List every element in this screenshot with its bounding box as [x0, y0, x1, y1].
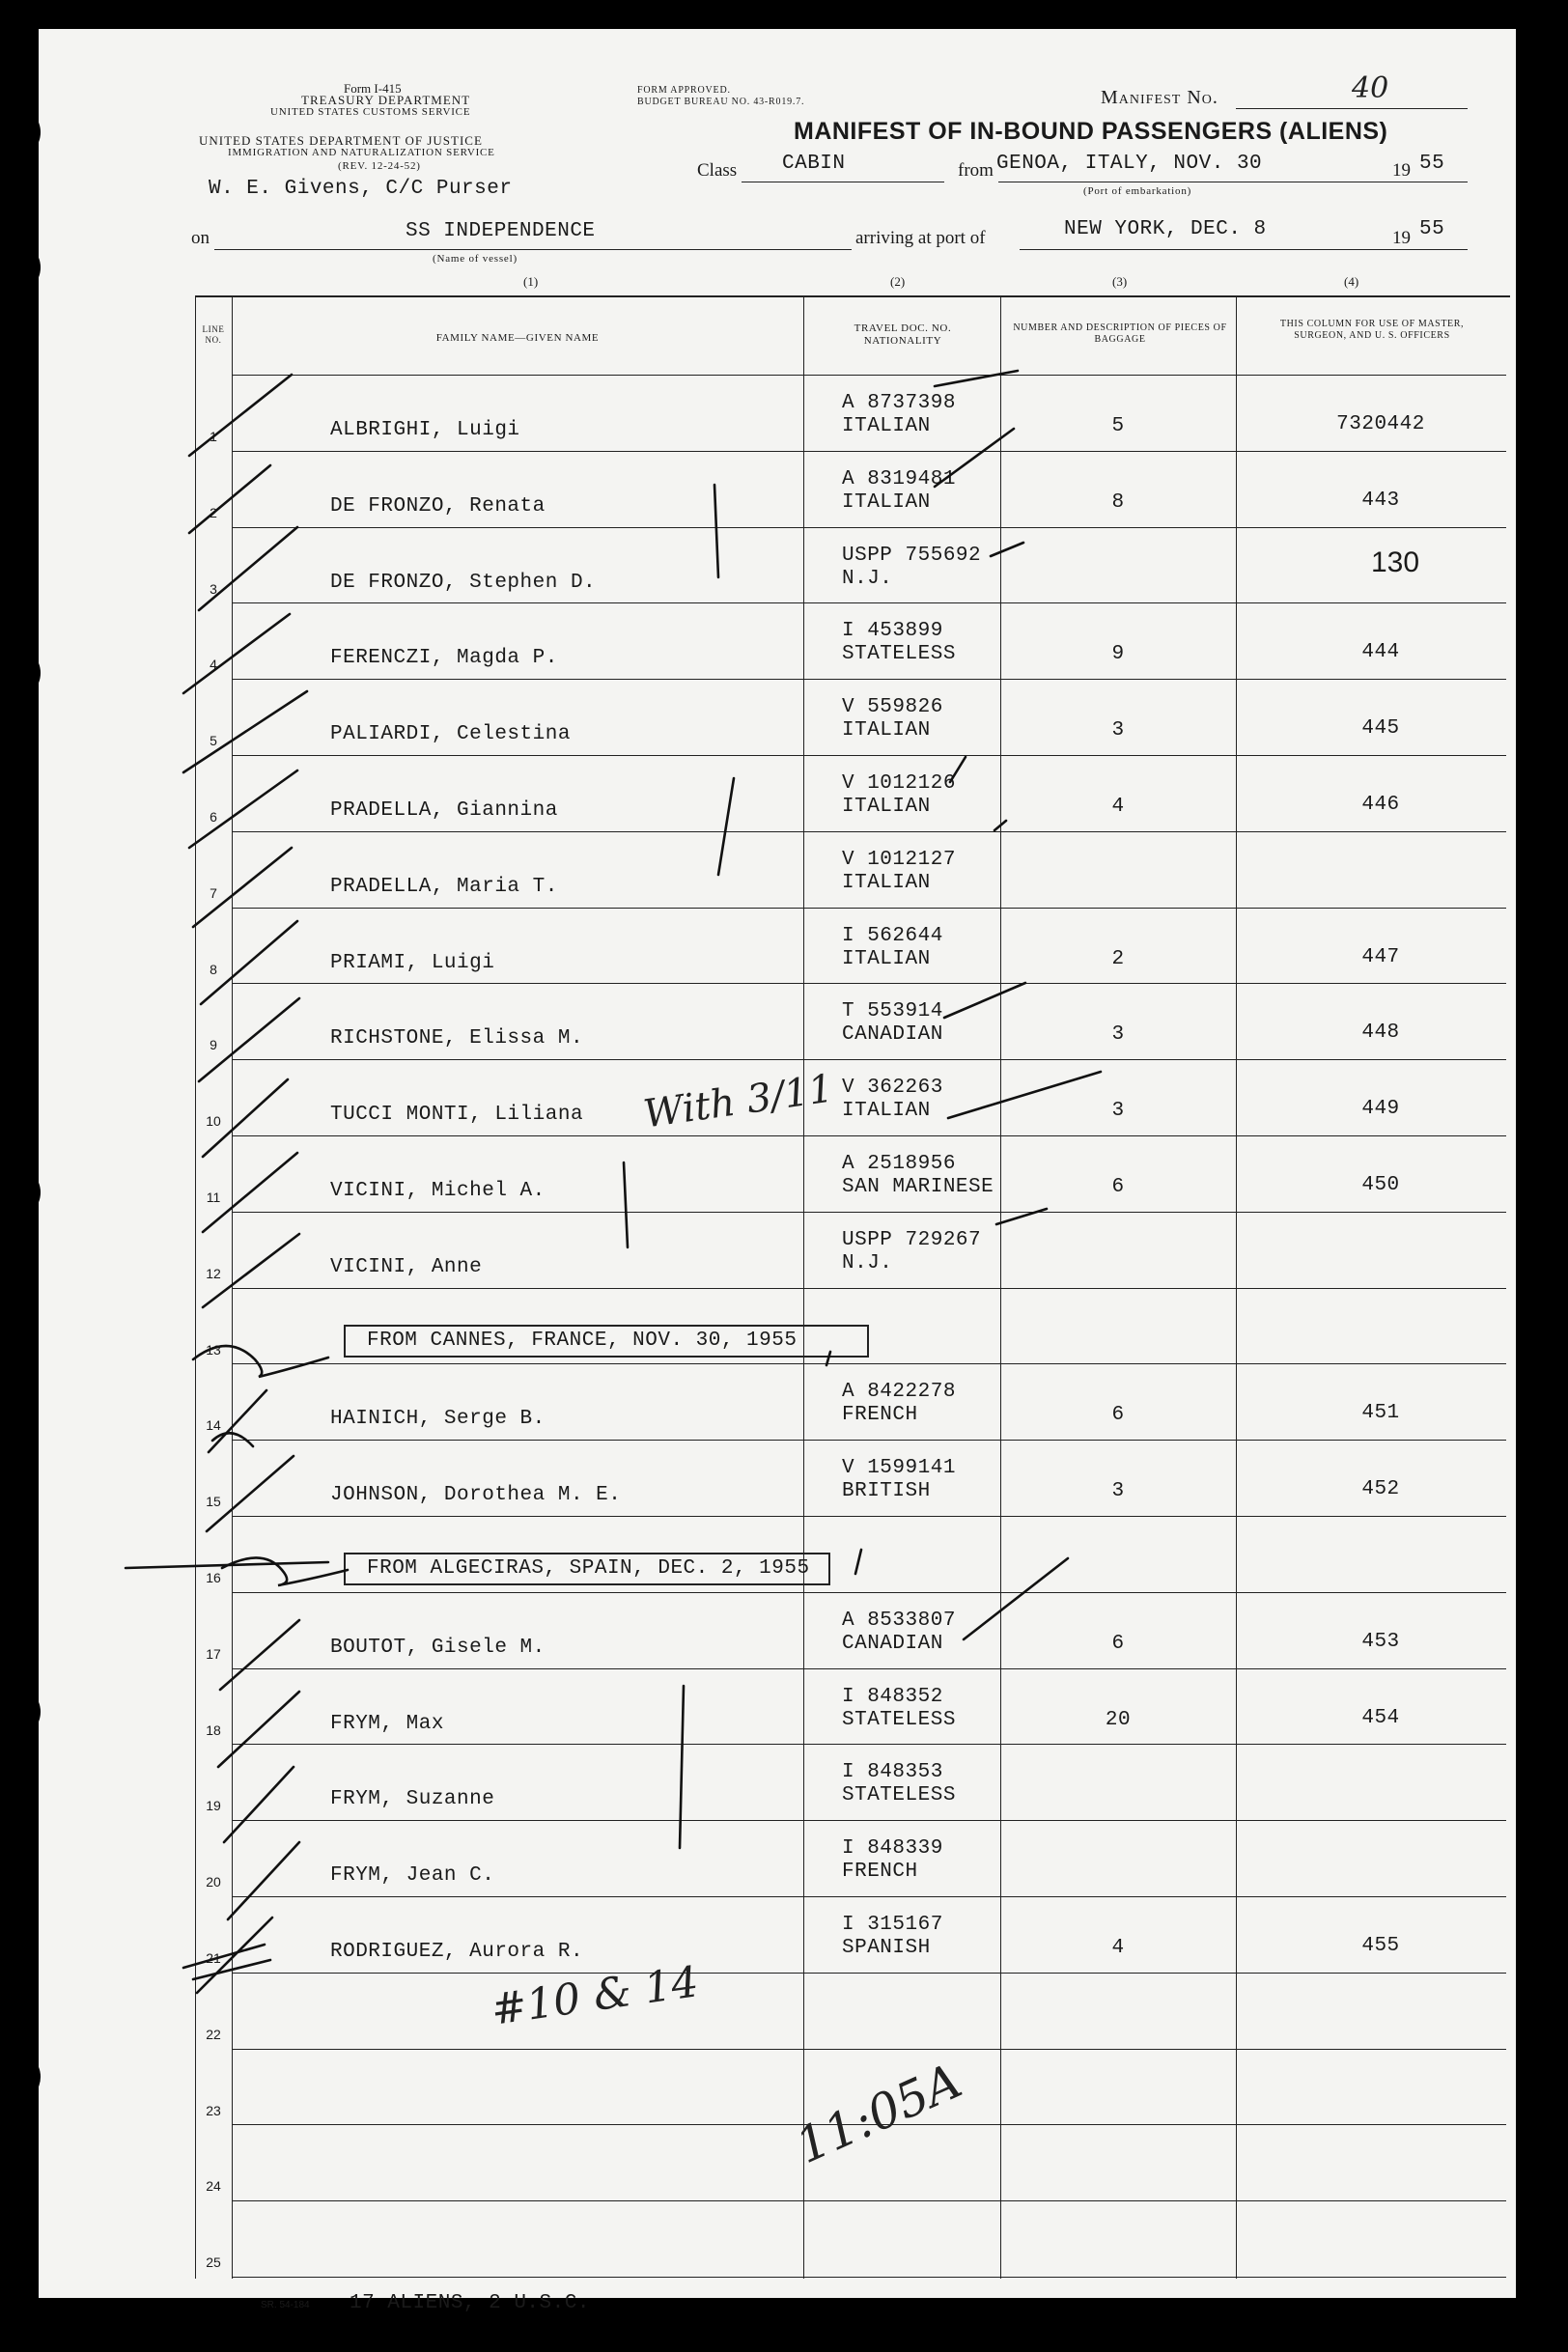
binder-hole	[0, 647, 41, 699]
baggage-count: 6	[1111, 1632, 1125, 1655]
travel-doc-number: T 553914	[842, 1000, 943, 1023]
nationality: ITALIAN	[842, 490, 931, 514]
header-travel-doc: TRAVEL DOC. NO. NATIONALITY	[854, 322, 952, 347]
nationality: N.J.	[842, 1251, 893, 1274]
passenger-name: BOUTOT, Gisele M.	[330, 1636, 546, 1659]
passenger-name: DE FRONZO, Renata	[330, 494, 546, 518]
handwritten-note-bottom: #10 & 14	[488, 1957, 702, 2035]
inspector-pen-marks	[39, 29, 1516, 2298]
line-number: 17	[206, 1645, 221, 1662]
passenger-name: VICINI, Anne	[330, 1255, 483, 1278]
binder-hole	[0, 1166, 41, 1218]
baggage-count: 4	[1111, 796, 1125, 818]
passenger-name: VICINI, Michel A.	[330, 1180, 546, 1202]
treasury-dept: TREASURY DEPARTMENT	[301, 93, 471, 107]
arriving-label: arriving at port of	[855, 228, 986, 248]
header-officers-use: THIS COLUMN FOR USE OF MASTER, SURGEON, AND U. S. OFFICERS	[1279, 319, 1465, 341]
customs-service: UNITED STATES CUSTOMS SERVICE	[270, 106, 471, 118]
baggage-count: 3	[1111, 719, 1125, 742]
handwritten-time: 11:05A	[787, 2052, 970, 2175]
binder-hole	[0, 241, 41, 294]
line-number: 5	[210, 733, 217, 749]
line-number: 22	[206, 2026, 221, 2042]
nationality: STATELESS	[842, 643, 956, 666]
purser-signature: W. E. Givens, C/C Purser	[209, 178, 513, 200]
nationality: ITALIAN	[842, 871, 931, 894]
passenger-name: PRIAMI, Luigi	[330, 951, 495, 974]
nationality: FRENCH	[842, 1861, 918, 1884]
travel-doc-number: USPP 755692	[842, 544, 982, 567]
binder-hole	[0, 1686, 41, 1738]
binder-hole	[0, 2051, 41, 2103]
passenger-name: DE FRONZO, Stephen D.	[330, 571, 597, 594]
passenger-name: PRADELLA, Giannina	[330, 799, 558, 822]
header-name: FAMILY NAME—GIVEN NAME	[435, 332, 600, 344]
baggage-count: 4	[1111, 1937, 1125, 1959]
baggage-count: 3	[1111, 1480, 1125, 1503]
line-number: 6	[210, 809, 217, 825]
nationality: SAN MARINESE	[842, 1176, 994, 1198]
nationality: FRENCH	[842, 1404, 918, 1427]
officer-entry: 447	[1361, 945, 1400, 968]
line-number: 1	[210, 429, 217, 444]
line-number: 7	[210, 884, 217, 901]
travel-doc-number: I 453899	[842, 620, 943, 643]
year2: 55	[1419, 218, 1445, 240]
manifest-number: 40	[1352, 71, 1389, 105]
year2-prefix: 19	[1392, 228, 1411, 248]
form-code: SR. 54-184	[261, 2300, 310, 2310]
passenger-name: RODRIGUEZ, Aurora R.	[330, 1941, 584, 1963]
justice-dept: UNITED STATES DEPARTMENT OF JUSTICE	[199, 133, 483, 148]
baggage-count: 6	[1111, 1404, 1125, 1427]
travel-doc-number: A 8737398	[842, 392, 956, 414]
line-number: 18	[206, 1722, 221, 1738]
handwritten-note-row10: With 3/11	[640, 1066, 836, 1137]
line-number: 11	[206, 1190, 221, 1205]
nationality: SPANISH	[842, 1937, 931, 1959]
page-title: MANIFEST OF IN-BOUND PASSENGERS (ALIENS)	[794, 118, 1388, 145]
passenger-name: FRYM, Suzanne	[330, 1788, 495, 1811]
travel-doc-number: V 1012126	[842, 772, 956, 795]
class-label: Class	[697, 160, 738, 181]
baggage-count: 9	[1111, 643, 1125, 666]
line-number: 20	[206, 1874, 221, 1890]
travel-doc-number: V 559826	[842, 696, 943, 719]
manifest-no-label: Manifest No.	[1101, 87, 1218, 108]
binder-hole	[0, 106, 41, 158]
nationality: BRITISH	[842, 1480, 931, 1503]
section-label: FROM ALGECIRAS, SPAIN, DEC. 2, 1955	[367, 1557, 810, 1580]
year1-prefix: 19	[1392, 160, 1411, 181]
col-num-2: (2)	[890, 274, 906, 289]
vessel-name: SS INDEPENDENCE	[406, 220, 596, 242]
officer-entry: 455	[1361, 1935, 1400, 1957]
travel-doc-number: A 2518956	[842, 1153, 956, 1175]
officer-entry: 446	[1361, 794, 1400, 816]
col-num-4: (4)	[1344, 274, 1359, 289]
baggage-count: 8	[1111, 490, 1125, 514]
officer-entry: 130	[1371, 546, 1420, 578]
baggage-count: 6	[1111, 1176, 1125, 1198]
line-number: 12	[206, 1265, 221, 1281]
ins-service: IMMIGRATION AND NATURALIZATION SERVICE	[228, 147, 495, 158]
travel-doc-number: I 562644	[842, 924, 943, 947]
officer-entry: 453	[1361, 1630, 1400, 1653]
passenger-name: ALBRIGHI, Luigi	[330, 419, 520, 441]
officer-entry: 7320442	[1336, 413, 1425, 435]
nationality: ITALIAN	[842, 415, 931, 437]
travel-doc-number: V 362263	[842, 1077, 943, 1100]
travel-doc-number: I 315167	[842, 1914, 943, 1936]
nationality: CANADIAN	[842, 1632, 943, 1655]
arrival-port: NEW YORK, DEC. 8	[1064, 218, 1267, 240]
travel-doc-number: V 1012127	[842, 848, 956, 871]
passenger-name: JOHNSON, Dorothea M. E.	[330, 1484, 622, 1507]
section-label: FROM CANNES, FRANCE, NOV. 30, 1955	[367, 1329, 798, 1352]
line-number: 3	[210, 580, 217, 597]
nationality: CANADIAN	[842, 1023, 943, 1047]
line-number: 16	[206, 1570, 221, 1585]
year1: 55	[1419, 153, 1445, 175]
baggage-count: 3	[1111, 1023, 1125, 1047]
line-number: 23	[206, 2102, 221, 2118]
travel-doc-number: I 848352	[842, 1685, 943, 1708]
travel-doc-number: A 8422278	[842, 1381, 956, 1404]
baggage-count: 20	[1105, 1708, 1132, 1731]
line-number: 19	[206, 1798, 221, 1814]
line-number: 8	[210, 961, 217, 977]
passenger-name: FERENCZI, Magda P.	[330, 647, 558, 670]
nationality: STATELESS	[842, 1708, 956, 1731]
travel-doc-number: I 848353	[842, 1761, 943, 1784]
nationality: ITALIAN	[842, 796, 931, 818]
officer-entry: 452	[1361, 1478, 1400, 1501]
col-num-3: (3)	[1112, 274, 1128, 289]
col-num-1: (1)	[523, 274, 539, 289]
line-number: 9	[210, 1037, 217, 1053]
officer-entry: 445	[1361, 717, 1400, 741]
officer-entry: 449	[1361, 1098, 1400, 1121]
vessel-caption: (Name of vessel)	[433, 253, 518, 265]
travel-doc-number: A 8319481	[842, 467, 956, 490]
on-label: on	[191, 228, 210, 248]
nationality: N.J.	[842, 567, 893, 590]
form-approved: FORM APPROVED.	[637, 85, 731, 96]
alien-count-summary: 17 ALIENS, 2 U.S.C.	[350, 2292, 590, 2314]
from-label: from	[958, 160, 994, 181]
officer-entry: 454	[1361, 1706, 1400, 1729]
officer-entry: 444	[1361, 641, 1400, 664]
travel-doc-number: A 8533807	[842, 1609, 956, 1632]
line-number: 14	[206, 1417, 221, 1434]
line-number: 13	[206, 1341, 221, 1358]
manifest-page	[39, 29, 1516, 2314]
officer-entry: 451	[1361, 1402, 1400, 1425]
form-number: Form I-415	[344, 81, 402, 96]
class-value: CABIN	[782, 153, 846, 175]
passenger-name: FRYM, Max	[330, 1712, 444, 1735]
passenger-name: FRYM, Jean C.	[330, 1864, 495, 1888]
embarkation-port: GENOA, ITALY, NOV. 30	[996, 153, 1263, 175]
line-number: 10	[206, 1113, 221, 1130]
header-baggage: NUMBER AND DESCRIPTION OF PIECES OF BAGGAGE	[1013, 322, 1227, 345]
nationality: ITALIAN	[842, 719, 931, 742]
travel-doc-number: USPP 729267	[842, 1228, 982, 1251]
passenger-name: RICHSTONE, Elissa M.	[330, 1027, 584, 1050]
header-line-no: LINE NO.	[202, 324, 225, 345]
baggage-count: 3	[1111, 1100, 1125, 1123]
revision-date: (REV. 12-24-52)	[338, 160, 421, 172]
embarkation-caption: (Port of embarkation)	[1083, 185, 1192, 197]
line-number: 24	[206, 2178, 221, 2195]
officer-entry: 448	[1361, 1022, 1400, 1045]
travel-doc-number: I 848339	[842, 1837, 943, 1861]
line-number: 25	[206, 2254, 221, 2271]
baggage-count: 2	[1111, 947, 1125, 970]
passenger-name: TUCCI MONTI, Liliana	[330, 1104, 584, 1127]
passenger-name: HAINICH, Serge B.	[330, 1408, 546, 1431]
baggage-count: 5	[1111, 415, 1125, 437]
officer-entry: 450	[1361, 1174, 1400, 1196]
nationality: ITALIAN	[842, 947, 931, 970]
passenger-name: PRADELLA, Maria T.	[330, 875, 558, 898]
line-number: 21	[206, 1950, 221, 1966]
officer-entry: 443	[1361, 489, 1400, 512]
line-number: 4	[210, 657, 217, 673]
line-number: 15	[206, 1494, 221, 1510]
budget-bureau: BUDGET BUREAU NO. 43-R019.7.	[637, 97, 805, 107]
travel-doc-number: V 1599141	[842, 1457, 956, 1480]
nationality: STATELESS	[842, 1784, 956, 1807]
passenger-name: PALIARDI, Celestina	[330, 723, 571, 746]
nationality: ITALIAN	[842, 1100, 931, 1123]
line-number: 2	[210, 504, 217, 520]
